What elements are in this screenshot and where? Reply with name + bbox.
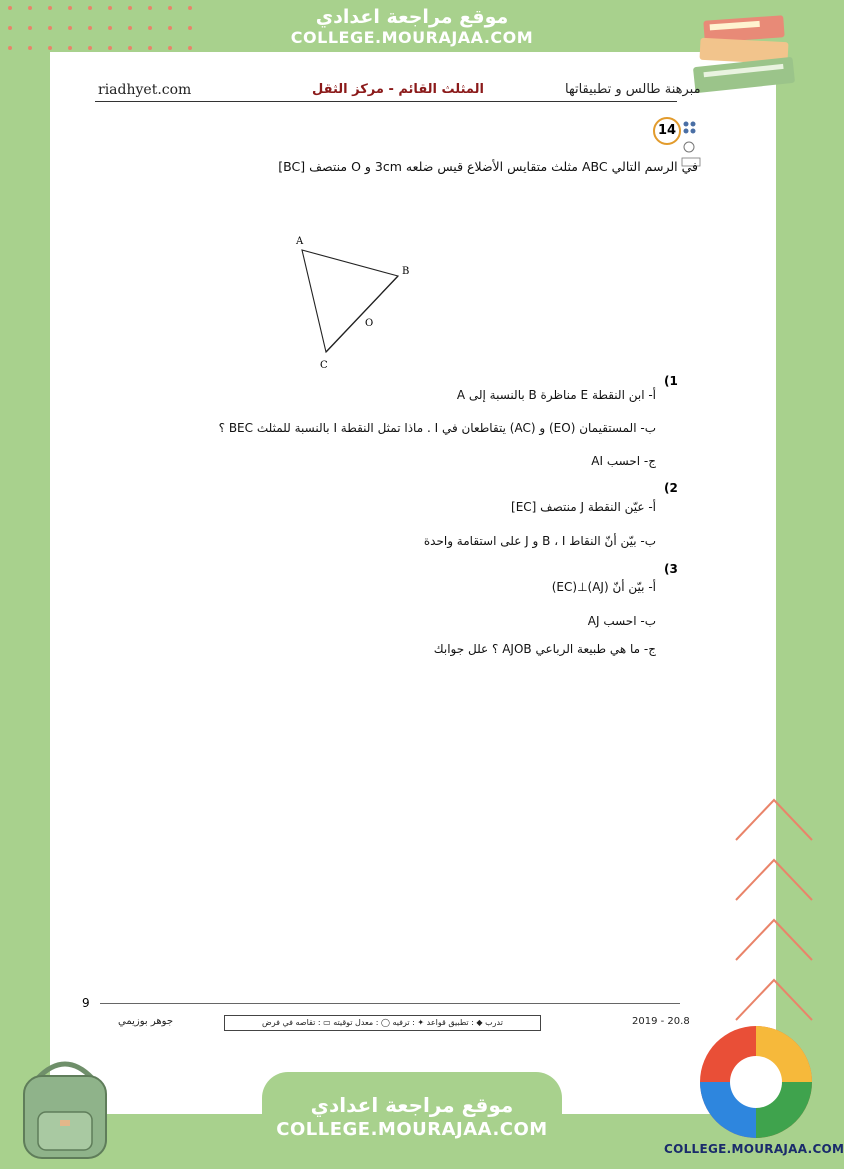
part-2-number: (2 [664, 481, 678, 495]
decorative-dot [68, 46, 72, 50]
decorative-dot [28, 46, 32, 50]
books-illustration [690, 10, 810, 95]
top-banner-url[interactable]: COLLEGE.MOURAJAA.COM [290, 28, 534, 47]
decorative-dot [8, 46, 12, 50]
part-1b: ب- المستقيمان (EO) و (AC) يتقاطعان في I . ماذا تمثل النقطة I بالنسبة للمثلث BEC ؟ [218, 421, 656, 435]
decorative-dot [128, 6, 132, 10]
header-subtitle: مبرهنة طالس و تطبيقاتها [565, 82, 701, 97]
footer-rule [100, 1003, 680, 1004]
decorative-dot [168, 26, 172, 30]
exercise-number-badge: 14 [653, 117, 681, 145]
page-number: 9 [82, 996, 90, 1010]
decorative-dot [148, 46, 152, 50]
decorative-dot [128, 26, 132, 30]
triangle-figure [290, 230, 420, 375]
part-3a: أ- بيّن أنّ (AJ)⊥(EC) [551, 580, 656, 594]
part-3b: ب- احسب AJ [587, 614, 656, 628]
decorative-dot [8, 6, 12, 10]
vertex-label-b: B [402, 266, 410, 277]
exercise-statement: في الرسم التالي ABC مثلث متقايس الأضلاع قيس ضلعه 3cm و O منتصف [BC] [278, 159, 698, 174]
top-banner [262, 0, 562, 52]
part-2b: ب- بيّن أنّ النقاط B ، I و J على استقامة واحدة [423, 534, 656, 548]
decorative-dot [88, 26, 92, 30]
part-2a: أ- عيّن النقطة J منتصف [EC] [511, 500, 656, 514]
logo-brand-text[interactable]: COLLEGE.MOURAJAA.COM [664, 1142, 844, 1156]
footer-date: 2019 - 20.8 [632, 1016, 690, 1027]
part-3c: ج- ما هي طبيعة الرباعي AJOB ؟ علل جوابك [433, 642, 656, 656]
vertex-label-a: A [296, 236, 304, 247]
part-1c: ج- احسب AI [591, 454, 656, 468]
header-site: riadhyet.com [98, 82, 192, 98]
midpoint-label-o: O [365, 318, 374, 329]
part-1-number: (1 [664, 374, 678, 388]
header-title: المثلث القائم - مركز الثقل [312, 82, 484, 97]
decorative-dot [8, 26, 12, 30]
decorative-dot [48, 6, 52, 10]
decorative-dot [28, 26, 32, 30]
backpack-illustration [10, 1050, 120, 1165]
decorative-dot [48, 46, 52, 50]
bottom-banner-arabic: موقع مراجعة اعدادي [310, 1093, 514, 1117]
decorative-dot [108, 6, 112, 10]
decorative-dot [148, 26, 152, 30]
part-1a: أ- ابن النقطة E مناظرة B بالنسبة إلى A [456, 388, 656, 402]
footer-legend: تدرب ◆ : تطبيق قواعد ✦ : ترفيه ◯ : معدل توقيته ▭ : تقاصه في فرض [224, 1015, 541, 1031]
decorative-dot [188, 6, 192, 10]
header-rule [95, 101, 677, 102]
decorative-dot [88, 46, 92, 50]
decorative-dot [68, 6, 72, 10]
decorative-dot [48, 26, 52, 30]
bottom-banner [262, 1072, 562, 1169]
decorative-dot [128, 46, 132, 50]
decorative-dot [188, 26, 192, 30]
bottom-banner-url[interactable]: COLLEGE.MOURAJAA.COM [276, 1119, 548, 1140]
decorative-dot [188, 46, 192, 50]
part-3-number: (3 [664, 562, 678, 576]
chevron-decoration [730, 790, 820, 1030]
vertex-label-c: C [320, 360, 328, 371]
decorative-dot [168, 6, 172, 10]
decorative-dot [108, 26, 112, 30]
decorative-dot [68, 26, 72, 30]
decorative-dot [168, 46, 172, 50]
decorative-dot [28, 6, 32, 10]
worksheet-page [50, 52, 776, 1114]
site-logo [694, 1022, 818, 1142]
top-banner-arabic: موقع مراجعة اعدادي [315, 6, 509, 28]
decorative-dot [88, 6, 92, 10]
footer-author: جوهر بوزيمي [118, 1016, 173, 1027]
decorative-dot [108, 46, 112, 50]
decorative-dot [148, 6, 152, 10]
